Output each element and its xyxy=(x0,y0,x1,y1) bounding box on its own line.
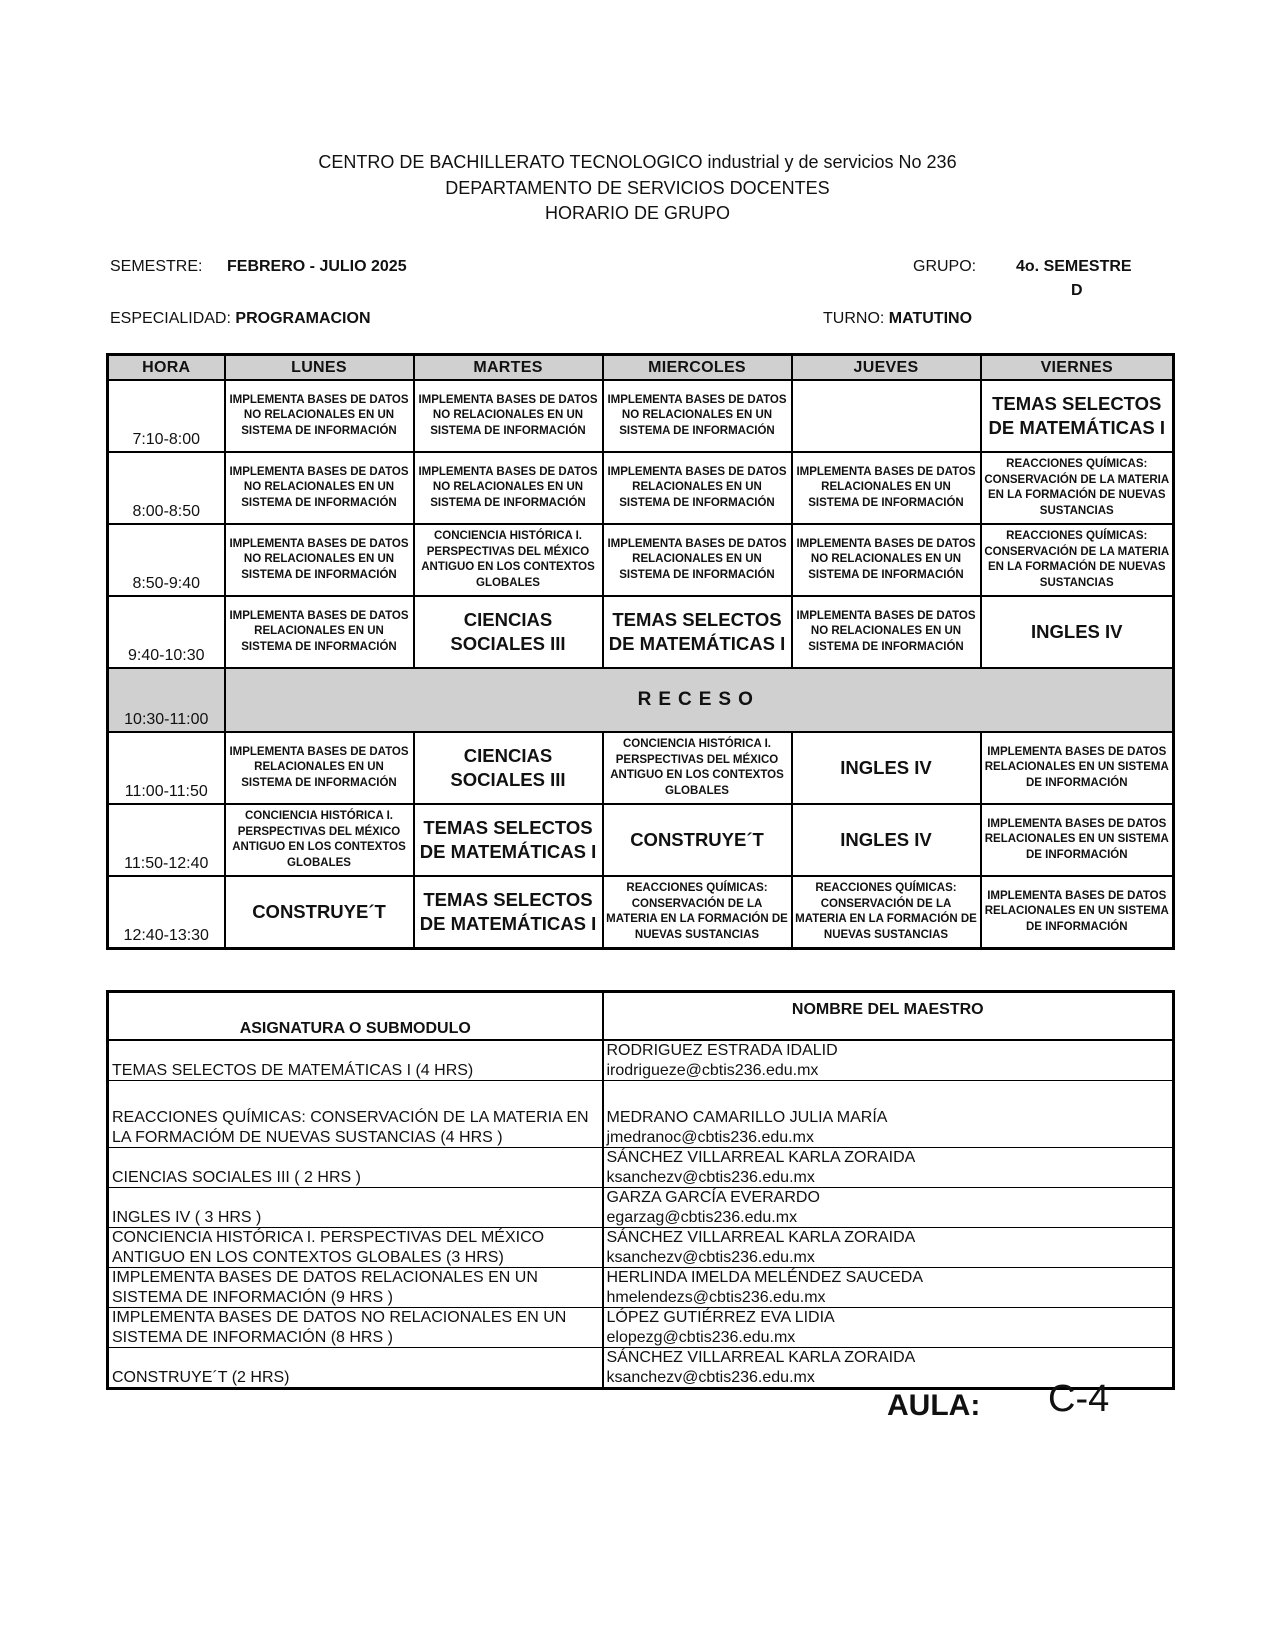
class-cell: CONCIENCIA HISTÓRICA I. PERSPECTIVAS DEL MÉXICO ANTIGUO EN LOS CONTEXTOS GLOBALES xyxy=(414,524,603,596)
teacher-name: LÓPEZ GUTIÉRREZ EVA LIDIA xyxy=(606,1309,835,1326)
subject-cell xyxy=(108,1081,603,1148)
hora-cell: 12:40-13:30 xyxy=(108,876,225,949)
subject-cell xyxy=(108,1228,603,1268)
class-cell: IMPLEMENTA BASES DE DATOS RELACIONALES EN UN SISTEMA DE INFORMACIÓN xyxy=(603,452,792,524)
teacher-name: GARZA GARCÍA EVERARDO xyxy=(606,1189,820,1206)
teacher-email: irodrigueze@cbtis236.edu.mx xyxy=(606,1061,819,1079)
class-cell: IMPLEMENTA BASES DE DATOS RELACIONALES EN UN SISTEMA DE INFORMACIÓN xyxy=(225,732,414,804)
teacher-row xyxy=(108,1040,1174,1081)
class-cell: INGLES IV xyxy=(792,732,981,804)
class-cell: IMPLEMENTA BASES DE DATOS RELACIONALES EN UN SISTEMA DE INFORMACIÓN xyxy=(981,804,1174,876)
header-school: CENTRO DE BACHILLERATO TECNOLOGICO industrial y de servicios No 236 xyxy=(318,152,957,172)
class-cell: IMPLEMENTA BASES DE DATOS RELACIONALES EN UN SISTEMA DE INFORMACIÓN xyxy=(792,452,981,524)
hora-cell: 8:50-9:40 xyxy=(108,524,225,596)
subject-name: CONSTRUYE´T (2 HRS) xyxy=(112,1368,290,1386)
class-cell: CONSTRUYE´T xyxy=(603,804,792,876)
receso-row xyxy=(108,668,1174,732)
class-cell: REACCIONES QUÍMICAS: CONSERVACIÓN DE LA MATERIA EN LA FORMACIÓN DE NUEVAS SUSTANCIAS xyxy=(981,452,1174,524)
subject-cell xyxy=(108,1188,603,1228)
col-header-viernes: VIERNES xyxy=(981,355,1174,381)
teacher-row xyxy=(108,1308,1174,1348)
teacher-row xyxy=(108,1228,1174,1268)
teacher-email: ksanchezv@cbtis236.edu.mx xyxy=(606,1368,815,1386)
schedule-row xyxy=(108,380,1174,452)
class-cell: IMPLEMENTA BASES DE DATOS NO RELACIONALES EN UN SISTEMA DE INFORMACIÓN xyxy=(414,380,603,452)
schedule-row xyxy=(108,732,1174,804)
class-cell: IMPLEMENTA BASES DE DATOS RELACIONALES EN UN SISTEMA DE INFORMACIÓN xyxy=(603,524,792,596)
class-cell: CIENCIAS SOCIALES III xyxy=(414,596,603,668)
teacher-name: SÁNCHEZ VILLARREAL KARLA ZORAIDA xyxy=(606,1229,916,1246)
schedule-row xyxy=(108,596,1174,668)
turno-value: MATUTINO xyxy=(888,310,973,327)
teacher-row xyxy=(108,1348,1174,1389)
subject-column-header: ASIGNATURA O SUBMODULO xyxy=(108,992,603,1041)
teacher-name: HERLINDA IMELDA MELÉNDEZ SAUCEDA xyxy=(606,1269,924,1286)
teacher-row xyxy=(108,1268,1174,1308)
especialidad-value: PROGRAMACION xyxy=(235,310,371,327)
col-header-hora: HORA xyxy=(108,355,225,381)
schedule-table xyxy=(106,353,1175,950)
teachers-table xyxy=(106,990,1175,1390)
grupo-label: GRUPO: xyxy=(913,258,977,275)
subject-name: CIENCIAS SOCIALES III ( 2 HRS ) xyxy=(112,1168,361,1186)
class-cell xyxy=(792,380,981,452)
receso-label: RECESO xyxy=(225,668,1174,732)
teacher-row xyxy=(108,1081,1174,1148)
class-cell: TEMAS SELECTOS DE MATEMÁTICAS I xyxy=(603,596,792,668)
schedule-row xyxy=(108,524,1174,596)
class-cell: IMPLEMENTA BASES DE DATOS NO RELACIONALES EN UN SISTEMA DE INFORMACIÓN xyxy=(792,596,981,668)
teacher-email: hmelendezs@cbtis236.edu.mx xyxy=(606,1288,826,1306)
aula-label: AULA: xyxy=(887,1389,981,1422)
class-cell: IMPLEMENTA BASES DE DATOS NO RELACIONALES EN UN SISTEMA DE INFORMACIÓN xyxy=(225,452,414,524)
class-cell: IMPLEMENTA BASES DE DATOS RELACIONALES EN UN SISTEMA DE INFORMACIÓN xyxy=(225,596,414,668)
schedule-header-row xyxy=(108,355,1174,381)
turno-label: TURNO: xyxy=(823,310,885,327)
especialidad-line xyxy=(110,310,371,328)
class-cell: CONCIENCIA HISTÓRICA I. PERSPECTIVAS DEL MÉXICO ANTIGUO EN LOS CONTEXTOS GLOBALES xyxy=(603,732,792,804)
class-cell: INGLES IV xyxy=(981,596,1174,668)
class-cell: CIENCIAS SOCIALES III xyxy=(414,732,603,804)
class-cell: CONCIENCIA HISTÓRICA I. PERSPECTIVAS DEL MÉXICO ANTIGUO EN LOS CONTEXTOS GLOBALES xyxy=(225,804,414,876)
header-title: HORARIO DE GRUPO xyxy=(544,203,731,223)
teacher-cell xyxy=(603,1148,1174,1188)
class-cell: TEMAS SELECTOS DE MATEMÁTICAS I xyxy=(981,380,1174,452)
teacher-email: jmedranoc@cbtis236.edu.mx xyxy=(606,1128,814,1146)
subject-name: CONCIENCIA HISTÓRICA I. PERSPECTIVAS DEL MÉXICO ANTIGUO EN LOS CONTEXTOS GLOBALES (3 HRS) xyxy=(112,1229,545,1266)
subject-cell xyxy=(108,1308,603,1348)
teacher-cell xyxy=(603,1040,1174,1081)
subject-name: IMPLEMENTA BASES DE DATOS NO RELACIONALES EN UN SISTEMA DE INFORMACIÓN (8 HRS ) xyxy=(112,1309,567,1346)
subject-cell xyxy=(108,1348,603,1389)
grupo-letter: D xyxy=(1071,282,1083,299)
teacher-email: egarzag@cbtis236.edu.mx xyxy=(606,1208,798,1226)
teachers-header-row xyxy=(108,992,1174,1041)
teacher-cell xyxy=(603,1188,1174,1228)
aula-value: C-4 xyxy=(1048,1378,1110,1420)
col-header-lunes: LUNES xyxy=(225,355,414,381)
teacher-name: SÁNCHEZ VILLARREAL KARLA ZORAIDA xyxy=(606,1149,916,1166)
subject-cell xyxy=(108,1148,603,1188)
teacher-name: SÁNCHEZ VILLARREAL KARLA ZORAIDA xyxy=(606,1349,916,1366)
teacher-row xyxy=(108,1188,1174,1228)
class-cell: IMPLEMENTA BASES DE DATOS NO RELACIONALES EN UN SISTEMA DE INFORMACIÓN xyxy=(414,452,603,524)
teacher-column-header: NOMBRE DEL MAESTRO xyxy=(603,992,1174,1041)
class-cell: IMPLEMENTA BASES DE DATOS NO RELACIONALES EN UN SISTEMA DE INFORMACIÓN xyxy=(603,380,792,452)
header-department: DEPARTAMENTO DE SERVICIOS DOCENTES xyxy=(445,177,830,198)
hora-cell: 10:30-11:00 xyxy=(108,668,225,732)
class-cell: REACCIONES QUÍMICAS: CONSERVACIÓN DE LA MATERIA EN LA FORMACIÓN DE NUEVAS SUSTANCIAS xyxy=(603,876,792,949)
class-cell: IMPLEMENTA BASES DE DATOS NO RELACIONALES EN UN SISTEMA DE INFORMACIÓN xyxy=(792,524,981,596)
teacher-cell xyxy=(603,1081,1174,1148)
class-cell: CONSTRUYE´T xyxy=(225,876,414,949)
hora-cell: 8:00-8:50 xyxy=(108,452,225,524)
schedule-row xyxy=(108,876,1174,949)
subject-cell xyxy=(108,1268,603,1308)
class-cell: INGLES IV xyxy=(792,804,981,876)
semestre-label: SEMESTRE: xyxy=(110,258,203,275)
teacher-row xyxy=(108,1148,1174,1188)
col-header-jueves: JUEVES xyxy=(792,355,981,381)
document-header xyxy=(0,150,1275,227)
teacher-email: ksanchezv@cbtis236.edu.mx xyxy=(606,1168,815,1186)
teacher-cell xyxy=(603,1308,1174,1348)
teacher-email: elopezg@cbtis236.edu.mx xyxy=(606,1328,796,1346)
teacher-email: ksanchezv@cbtis236.edu.mx xyxy=(606,1248,815,1266)
subject-name: REACCIONES QUÍMICAS: CONSERVACIÓN DE LA MATERIA EN LA FORMACIÓM DE NUEVAS SUSTANCIAS (4 HRS ) xyxy=(112,1109,589,1146)
class-cell: IMPLEMENTA BASES DE DATOS RELACIONALES EN UN SISTEMA DE INFORMACIÓN xyxy=(981,876,1174,949)
especialidad-label: ESPECIALIDAD: xyxy=(110,310,231,327)
class-cell: TEMAS SELECTOS DE MATEMÁTICAS I xyxy=(414,804,603,876)
col-header-martes: MARTES xyxy=(414,355,603,381)
grupo-value: 4o. SEMESTRE xyxy=(1016,258,1132,275)
turno-line xyxy=(823,310,972,328)
teacher-name: MEDRANO CAMARILLO JULIA MARÍA xyxy=(606,1109,888,1126)
schedule-row xyxy=(108,452,1174,524)
semestre-value: FEBRERO - JULIO 2025 xyxy=(227,258,407,275)
hora-cell: 9:40-10:30 xyxy=(108,596,225,668)
subject-name: IMPLEMENTA BASES DE DATOS RELACIONALES EN UN SISTEMA DE INFORMACIÓN (9 HRS ) xyxy=(112,1269,538,1306)
hora-cell: 7:10-8:00 xyxy=(108,380,225,452)
subject-name: TEMAS SELECTOS DE MATEMÁTICAS I (4 HRS) xyxy=(112,1061,474,1079)
teacher-cell xyxy=(603,1268,1174,1308)
col-header-miercoles: MIERCOLES xyxy=(603,355,792,381)
hora-cell: 11:50-12:40 xyxy=(108,804,225,876)
class-cell: REACCIONES QUÍMICAS: CONSERVACIÓN DE LA MATERIA EN LA FORMACIÓN DE NUEVAS SUSTANCIAS xyxy=(981,524,1174,596)
class-cell: IMPLEMENTA BASES DE DATOS NO RELACIONALES EN UN SISTEMA DE INFORMACIÓN xyxy=(225,524,414,596)
teacher-cell xyxy=(603,1228,1174,1268)
schedule-row xyxy=(108,804,1174,876)
hora-cell: 11:00-11:50 xyxy=(108,732,225,804)
subject-name: INGLES IV ( 3 HRS ) xyxy=(112,1208,262,1226)
class-cell: IMPLEMENTA BASES DE DATOS NO RELACIONALES EN UN SISTEMA DE INFORMACIÓN xyxy=(225,380,414,452)
subject-cell xyxy=(108,1040,603,1081)
class-cell: REACCIONES QUÍMICAS: CONSERVACIÓN DE LA MATERIA EN LA FORMACIÓN DE NUEVAS SUSTANCIAS xyxy=(792,876,981,949)
class-cell: IMPLEMENTA BASES DE DATOS RELACIONALES EN UN SISTEMA DE INFORMACIÓN xyxy=(981,732,1174,804)
class-cell: TEMAS SELECTOS DE MATEMÁTICAS I xyxy=(414,876,603,949)
teacher-name: RODRIGUEZ ESTRADA IDALID xyxy=(606,1042,838,1059)
